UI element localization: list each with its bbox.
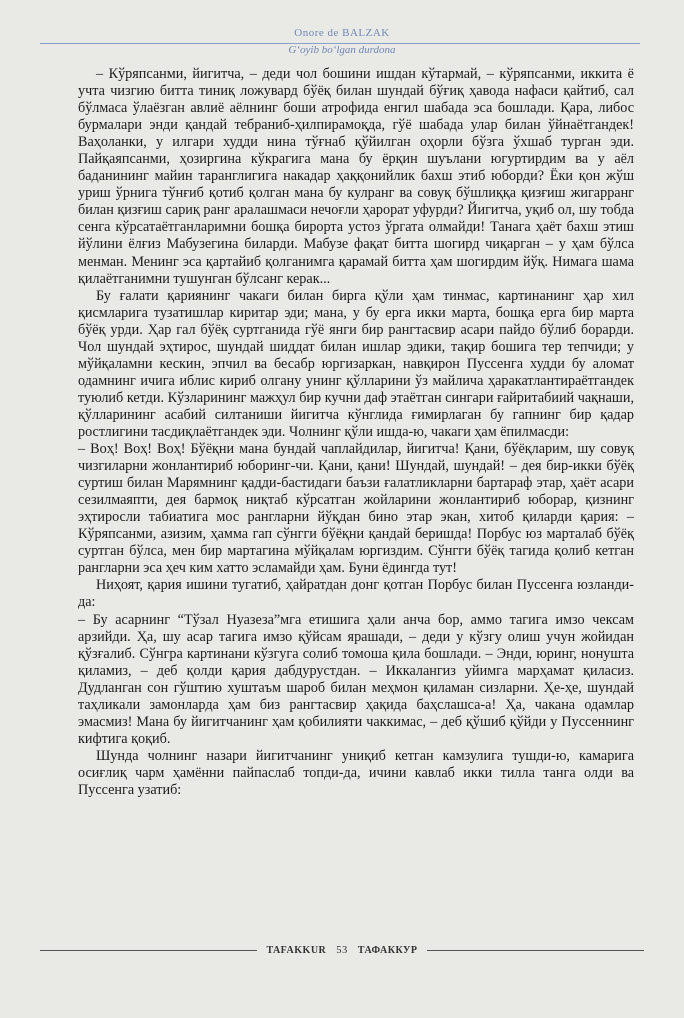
- footer-rule-right: [427, 950, 644, 951]
- header-author: Onore de BALZAK: [294, 27, 390, 39]
- footer-journal-latin: TAFAKKUR: [266, 944, 327, 956]
- footer-rule-left: [40, 950, 257, 951]
- running-header: [0, 27, 684, 57]
- paragraph-1: – Кўряпсанми, йигитча, – деди чол бошини ишдан кўтармай, – кўряпсанми, иккита ё учта чизгию битта тиниқ ложувард бўёқ билан шундай бўғиқ ҳавода нафаси қайтиб, сал бўлмаса ўлаёзган авлиё аёлнинг боши атрофида енгил шабада эса бошлади. Қара, либос бурмалари энди қандай тебраниб-ҳилпирамоқда, гўё шабада улар билан ўйнаётгандек! Ваҳоланки, у илгари худди нина тўғнаб қўйилган оҳорли бўзга ўхшаб турган эди. Пайқаяпсанми, ҳозиргина кўкрагига мана бу ёрқин шуълани югуртирдим ва у аёл баданининг майин таранглигига накадар ҳаққонийлик бахш этиб юборди? Ёки қон жўш уриш ўрнига тўнғиб қотиб қолган мана бу кулранг ва совуқ бўшлиққа қизғиш жигарранг билан қизғиш сариқ ранг аралашмаси нечоғли ҳарорат уфурди? Йигитча, уқиб ол, шу тобда сенга кўрсатаётганларимни бошқа бирорта устоз ўргата олмайди! Танага ҳаёт бахш этиш йўлини ёлғиз Мабузегина биларди. Мабузе фақат битта шогирд чиқарган – у ҳам бўлса менман. Менинг эса қартайиб қолганимга қарамай битта ҳам шогирдим йўқ. Нимага шама қилаётганимни тушунган бўлсанг керак...: [78, 66, 634, 287]
- header-rule: [40, 43, 640, 44]
- paragraph-5: – Бу асарнинг “Тўзал Нуазеза”мга етишига ҳали анча бор, аммо тагига имзо чексам арзийди. Ҳа, шу асар тагига имзо қўйсам ярашади, – деди у кўзгу олиш учун жойидан қўзғалиб. Сўнгра картинани кўзгуга солиб томоша қила бошлади. – Энди, юринг, нонушта қиламиз, – деб қолди қария дабдурустдан. – Иккалангиз уйимга марҳамат қиласиз. Дудланган сон гўштию хуштаъм шароб билан меҳмон қиламан сизларни. Ҳе-ҳе, шундай таҳликали замонларда ҳам биз рангтасвир ҳақида баҳслашса-а! Ҳа, чакана одамлар эмасмиз! Мана бу йигитчанинг ҳам қобилияти чаккимас, – деб қўшиб қўйди у Пуссеннинг кифтига қоқиб.: [78, 611, 634, 747]
- paragraph-3: – Воҳ! Воҳ! Воҳ! Бўёқни мана бундай чаплайдилар, йигитча! Қани, бўёқларим, шу совуқ чизгиларни жонлантириб юборинг-чи. Қани, қани! Шундай, шундай! – дея бир-икки бўёқ суртиш билан Марямнинг қадди-бастидаги баъзи ғалатликларни бартараф этар, ҳаёт асари сезилмаяпти, дея бармоқ ниқтаб кўрсатган жойларини жонлантириб юборар, қизнинг эҳтиросли табиатига мос рангларни йўқдан бино этар экан, хитоб қиларди қария: – Кўряпсанми, азизим, ҳамма гап сўнгги бўёқни қандай беришда! Порбус юз марталаб бўёқ суртган бўлса, мен бир мартагина мўйқалам юргиздим. Сўнгги бўёқ тагида қолиб кетган рангларни эса ҳеч ким хатто эсламайди ҳам. Буни ёдингда тут!: [78, 441, 634, 577]
- paragraph-4: Ниҳоят, қария ишини тугатиб, ҳайратдан донг қотган Порбус билан Пуссенга юзланди-да:: [78, 577, 634, 611]
- page-number: 53: [336, 944, 348, 956]
- paragraph-2: Бу ғалати қариянинг чакаги билан бирга қўли ҳам тинмас, картинанинг ҳар хил қисмларига тузатишлар киритар эди; мана, у бу ерга икки марта, бошқа ерга бир марта бўёқ урди. Ҳар гал бўёқ суртганида гўё янги бир рангтасвир асари пайдо бўлиб борарди. Чол шундай эҳтирос, шундай шиддат билан ишлар эдики, тақир бошига тер тепчиди; у мўйқаламни кескин, эпчил ва бесабр юргизаркан, навқирон Пуссенга худди бу аломат одамнинг ичига иблис кириб олгану унинг қўлларини ўз майлича ҳаракатлантираётгандек туюлиб кетди. Кўзларининг мажҳул бир кучни даф этаётган сингари ғайритабиий чақнаши, қўлларининг асабий силтаниши йигитча кўнглида ғимирлаган бу гапнинг бир қадар ростлигини тасдиқлаётгандек эди. Чолнинг қўли ишда-ю, чакаги ҳам ёпилмасди:: [78, 287, 634, 440]
- page-body: [78, 66, 634, 799]
- header-subtitle: G‘oyib bo‘lgan durdona: [288, 44, 396, 56]
- footer-journal-cyrillic: ТАФАККУР: [357, 944, 418, 956]
- page-footer: [40, 943, 644, 957]
- paragraph-6: Шунда чолнинг назари йигитчанинг униқиб кетган камзулига тушди-ю, камарига осиғлиқ чарм ҳамённи пайпаслаб топди-да, ичини кавлаб икки тилла танга олди ва Пуссенга узатиб:: [78, 747, 634, 798]
